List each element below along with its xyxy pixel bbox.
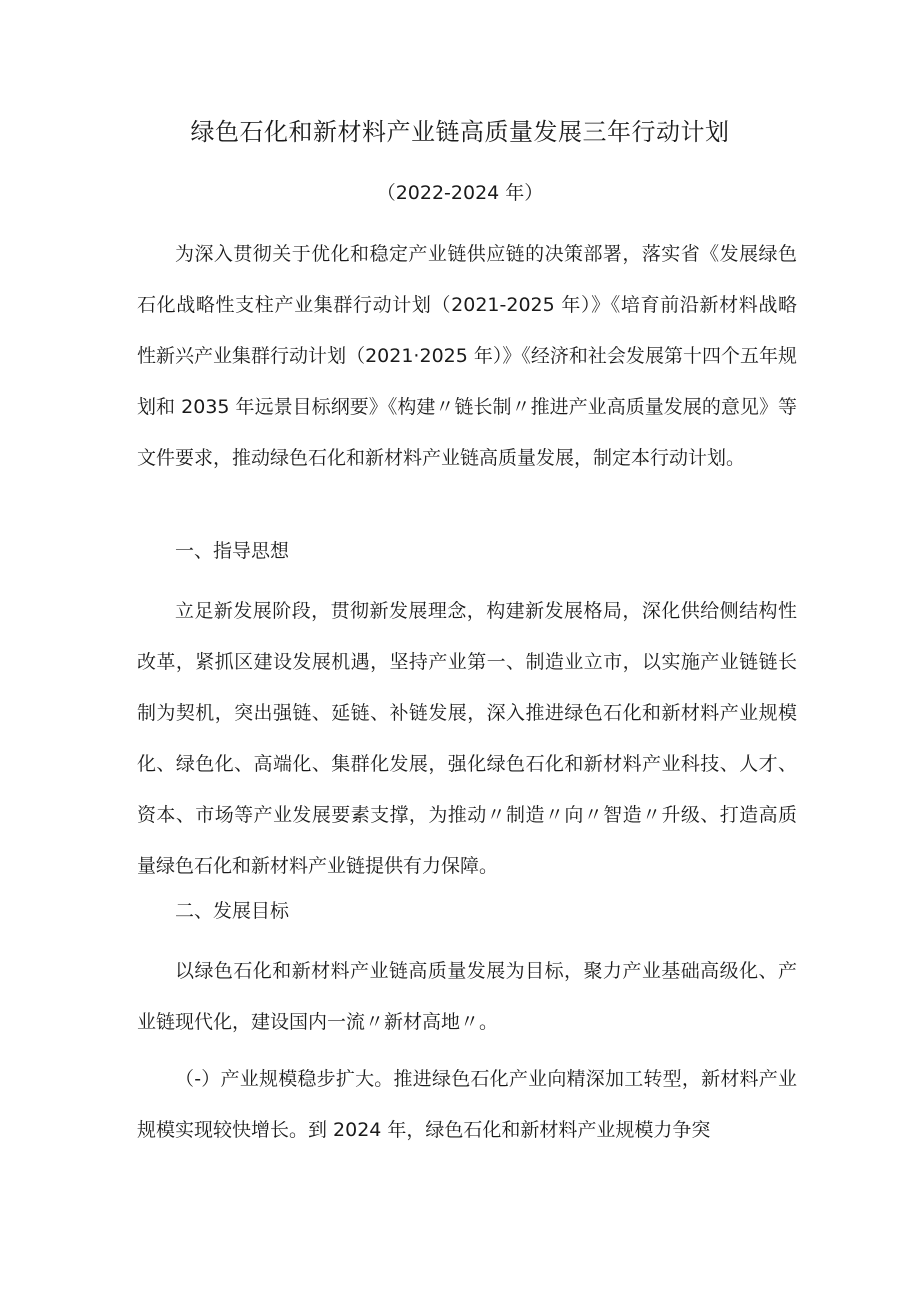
item-1-paragraph: （-）产业规模稳步扩大。推进绿色石化产业向精深加工转型，新材料产业规模实现较快增长。到 2024 年，绿色石化和新材料产业规模力争突 (137, 1068, 797, 1141)
guiding-ideology-paragraph: 立足新发展阶段，贯彻新发展理念，构建新发展格局，深化供给侧结构性改革，紧抓区建设发展机遇，坚持产业第一、制造业立市，以实施产业链链长制为契机，突出强链、延链、补链发展，深入推进绿色石化和新材料产业规模化、绿色化、高端化、集群化发展，强化绿色石化和新材料产业科技、人才、资本、市场等产业发展要素支撑，为推动〃制造〃向〃智造〃升级、打造高质量绿色石化和新材料产业链提供有力保障。 (137, 600, 797, 877)
document-title: 绿色石化和新材料产业链高质量发展三年行动计划 (190, 118, 730, 146)
section-heading-development-goals: 二、发展目标 (175, 900, 290, 922)
intro-paragraph: 为深入贯彻关于优化和稳定产业链供应链的决策部署，落实省《发展绿色石化战略性支柱产业集群行动计划（2021-2025 年）》《培育前沿新材料战略性新兴产业集群行动计划（2021·2025 年）》《经济和社会发展第十四个五年规划和 2035 年远景目标纲要》《构建〃链长制〃推进产业高质量发展的意见》等文件要求，推动绿色石化和新材料产业链高质量发展，制定本行动计划。 (137, 243, 797, 469)
document-subtitle: （2022-2024 年） (376, 182, 544, 204)
section-heading-guiding-ideology: 一、指导思想 (175, 540, 290, 562)
development-goals-paragraph: 以绿色石化和新材料产业链高质量发展为目标，聚力产业基础高级化、产业链现代化，建设国内一流〃新材高地〃。 (137, 960, 797, 1033)
